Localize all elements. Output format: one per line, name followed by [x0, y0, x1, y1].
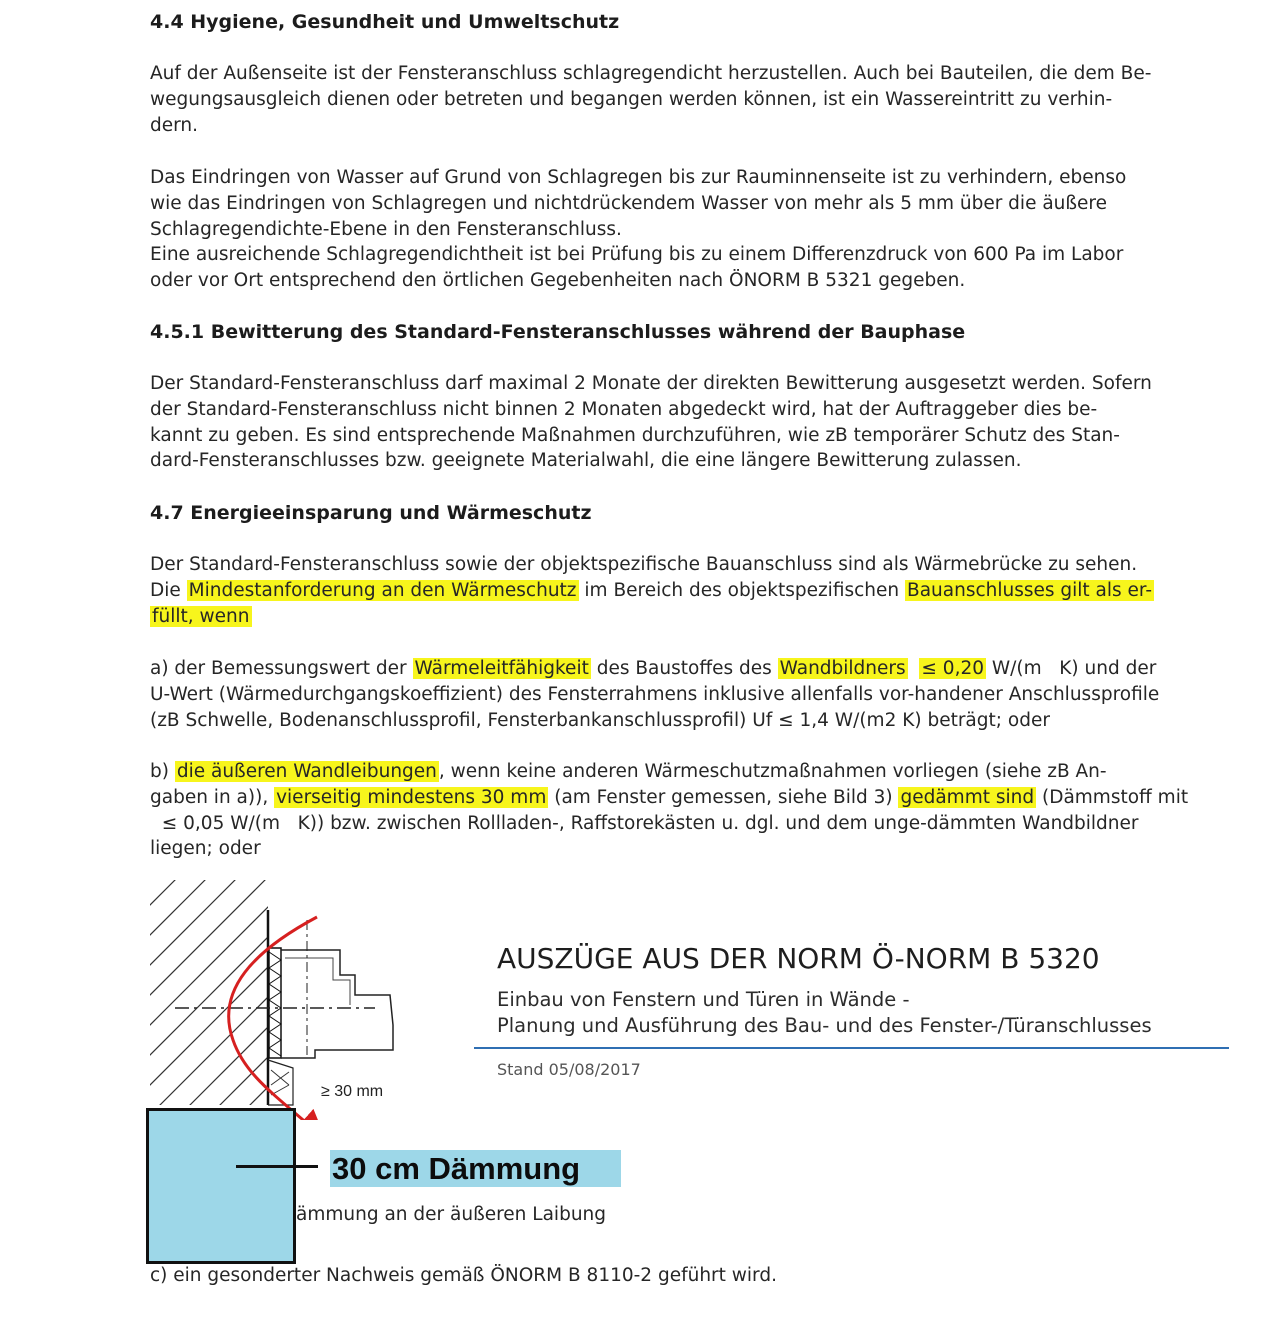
text-line: oder vor Ort entsprechend den örtlichen Gegebenheiten nach ÖNORM B 5321 gegeben. — [150, 270, 966, 292]
heading-4-7: 4.7 Energieeinsparung und Wärmeschutz — [150, 502, 592, 524]
text-line: Eine ausreichende Schlagregendichtheit ist bei Prüfung bis zu einem Differenzdruck von 600 Pa im Labor — [150, 244, 1124, 266]
highlight: Wärmeleitfähigkeit — [414, 658, 589, 679]
figure-caption: ämmung an der äußeren Laibung — [296, 1204, 607, 1225]
text-line — [150, 785, 1210, 811]
text-line: kannt zu geben. Es sind entsprechende Maßnahmen durchzuführen, wie zB temporärer Schutz des Stan- — [150, 424, 1120, 446]
norm-subtitle-1: Einbau von Fenstern und Türen in Wände - — [497, 988, 910, 1011]
text-run: Die — [150, 579, 187, 601]
text-line — [150, 604, 1210, 630]
norm-date: Stand 05/08/2017 — [497, 1060, 641, 1079]
pointer-line — [236, 1165, 318, 1168]
paragraph-4-7-intro — [150, 552, 1210, 629]
text-line: Schlagregendichte-Ebene in den Fensteranschluss. — [150, 218, 622, 240]
highlight: füllt, wenn — [152, 605, 250, 627]
paragraph-4-4-b — [150, 165, 1210, 294]
text-run: des Baustoffes des — [590, 658, 778, 679]
norm-title: AUSZÜGE AUS DER NORM Ö-NORM B 5320 — [497, 942, 1100, 975]
paragraph-4-5-1 — [150, 371, 1210, 474]
text-run — [908, 658, 920, 679]
text-line — [150, 759, 1210, 785]
text-run: (Dämmstoff mit — [1036, 786, 1189, 808]
heading-4-5-1: 4.5.1 Bewitterung des Standard-Fensteranschlusses während der Bauphase — [150, 321, 966, 343]
text-line: dard-Fensteranschlusses bzw. geeignete Materialwahl, die eine längere Bewitterung zulassen. — [150, 450, 1022, 472]
text-line: Auf der Außenseite ist der Fensteranschluss schlagregendicht herzustellen. Auch bei Bauteilen, die dem Be- — [150, 63, 1152, 84]
dimension-label: ≥ 30 mm — [321, 1083, 384, 1100]
insulation-box — [146, 1108, 296, 1264]
text-line — [150, 578, 1210, 604]
text-line — [150, 656, 1210, 682]
text-run: a) der Bemessungswert der — [150, 658, 413, 679]
highlight: gedämmt sind — [900, 786, 1035, 808]
item-b — [150, 759, 1210, 862]
text-run: (am Fenster gemessen, siehe Bild 3) — [548, 786, 899, 808]
text-run: im Bereich des objektspezifischen — [578, 579, 905, 601]
item-c: c) ein gesonderter Nachweis gemäß ÖNORM B 8110-2 geführt wird. — [150, 1265, 777, 1286]
text-line: U-Wert (Wärmedurchgangskoeffizient) des Fensterrahmens inklusive allenfalls vor-handener Anschlussprofile — [150, 683, 1160, 705]
window-frame — [281, 950, 393, 1058]
text-line: wegungsausgleich dienen oder betreten und begangen werden können, ist ein Wassereintritt zu verhin- — [150, 88, 1113, 110]
heading-4-4: 4.4 Hygiene, Gesundheit und Umweltschutz — [150, 11, 620, 33]
text-line: der Standard-Fensteranschluss nicht binnen 2 Monaten abgedeckt wird, hat der Auftraggeber dies be- — [150, 398, 1098, 420]
highlight: ≤ 0,20 — [921, 658, 984, 679]
highlight: die äußeren Wandleibungen — [176, 761, 437, 782]
text-run: b) — [150, 761, 175, 782]
text-run: W/(m K) und der — [986, 658, 1157, 679]
highlight: vierseitig mindestens 30 mm — [276, 786, 547, 808]
highlight: Mindestanforderung an den Wärmeschutz — [188, 579, 577, 601]
text-run: gaben in a)), — [150, 786, 275, 808]
norm-subtitle-2: Planung und Ausführung des Bau- und des Fenster-/Türanschlusses — [497, 1014, 1152, 1037]
text-line: dern. — [150, 114, 199, 136]
text-line: liegen; oder — [150, 838, 261, 860]
text-line: Der Standard-Fensteranschluss sowie der objektspezifische Bauanschluss sind als Wärmebrücke zu sehen. — [150, 554, 1138, 575]
highlight: Bauanschlusses gilt als er- — [907, 579, 1153, 601]
highlight: Wandbildners — [779, 658, 906, 679]
text-line: wie das Eindringen von Schlagregen und nichtdrückendem Wasser von mehr als 5 mm über die äußere — [150, 192, 1108, 214]
paragraph-4-4-a — [150, 61, 1210, 138]
text-line: Das Eindringen von Wasser auf Grund von Schlagregen bis zur Rauminnenseite ist zu verhindern, ebenso — [150, 167, 1127, 188]
item-a — [150, 656, 1210, 733]
divider — [474, 1047, 1229, 1049]
insulation-callout: 30 cm Dämmung — [330, 1150, 621, 1187]
text-line: ≤ 0,05 W/(m K)) bzw. zwischen Rollladen-, Raffstorekästen u. dgl. und dem unge-dämmten Wandbildner — [150, 812, 1139, 834]
text-line: (zB Schwelle, Bodenanschlussprofil, Fensterbankanschlussprofil) Uf ≤ 1,4 W/(m2 K) beträgt; oder — [150, 709, 1050, 731]
text-run: , wenn keine anderen Wärmeschutzmaßnahmen vorliegen (siehe zB An- — [438, 761, 1107, 782]
window-detail-drawing — [145, 880, 405, 1120]
text-line: Der Standard-Fensteranschluss darf maximal 2 Monate der direkten Bewitterung ausgesetzt werden. Sofern — [150, 373, 1152, 394]
